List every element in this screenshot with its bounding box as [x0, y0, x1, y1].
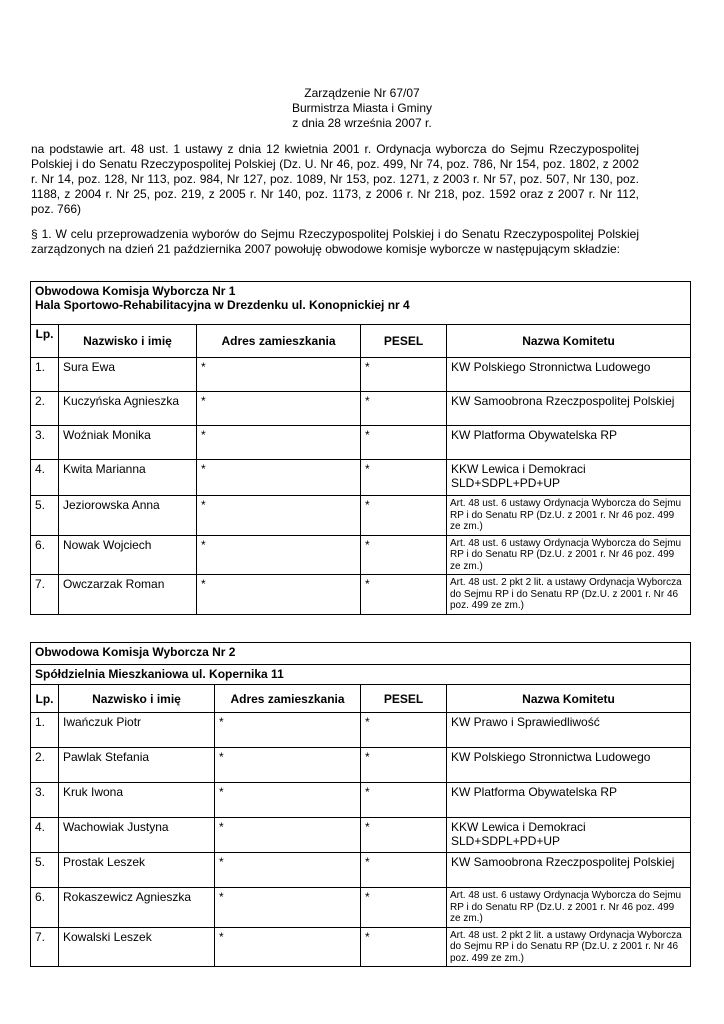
row-address: *	[215, 927, 361, 967]
col-address: Adres zamieszkania	[215, 685, 361, 713]
row-committee: KW Prawo i Sprawiedliwość	[447, 713, 691, 748]
row-name: Iwańczuk Piotr	[59, 713, 215, 748]
row-pesel: *	[361, 888, 447, 928]
row-pesel: *	[361, 575, 447, 615]
row-lp: 7.	[31, 575, 59, 615]
row-committee: KKW Lewica i Demokraci SLD+SDPL+PD+UP	[447, 818, 691, 853]
row-pesel: *	[361, 853, 447, 888]
commission-title: Obwodowa Komisja Wyborcza Nr 1	[35, 284, 236, 298]
row-pesel: *	[361, 392, 447, 426]
table-row	[31, 392, 691, 426]
row-lp: 5.	[31, 853, 59, 888]
row-address: *	[197, 392, 361, 426]
row-address: *	[215, 888, 361, 928]
row-lp: 4.	[31, 460, 59, 496]
row-address: *	[215, 783, 361, 818]
table-row	[31, 713, 691, 748]
document-date: z dnia 28 września 2007 r.	[292, 116, 432, 130]
row-address: *	[197, 575, 361, 615]
table-row	[31, 853, 691, 888]
document-issuer: Burmistrza Miasta i Gminy	[291, 101, 433, 115]
col-name: Nazwisko i imię	[59, 325, 197, 358]
column-header-row	[31, 325, 691, 358]
commission-title: Obwodowa Komisja Wyborcza Nr 2	[31, 643, 691, 665]
row-lp: 3.	[31, 426, 59, 460]
row-committee: Art. 48 ust. 2 pkt 2 lit. a ustawy Ordynacja Wyborcza do Sejmu RP i do Senatu RP (Dz.U. z 2001 r. Nr 46 poz. 499 ze zm.)	[447, 575, 691, 615]
row-pesel: *	[361, 713, 447, 748]
table-row	[31, 460, 691, 496]
col-lp: Lp.	[31, 325, 59, 358]
row-committee: KW Polskiego Stronnictwa Ludowego	[447, 358, 691, 392]
row-committee: KW Samoobrona Rzeczpospolitej Polskiej	[447, 853, 691, 888]
row-lp: 1.	[31, 358, 59, 392]
row-lp: 2.	[31, 748, 59, 783]
table-row	[31, 748, 691, 783]
row-committee: Art. 48 ust. 6 ustawy Ordynacja Wyborcza do Sejmu RP i do Senatu RP (Dz.U. z 2001 r. Nr 46 poz. 499 ze zm.)	[447, 535, 691, 575]
col-committee: Nazwa Komitetu	[447, 325, 691, 358]
commission-table-2	[30, 642, 691, 967]
table-row	[31, 535, 691, 575]
row-name: Woźniak Monika	[59, 426, 197, 460]
col-committee: Nazwa Komitetu	[447, 685, 691, 713]
row-address: *	[197, 460, 361, 496]
row-address: *	[215, 748, 361, 783]
row-name: Nowak Wojciech	[59, 535, 197, 575]
table-row	[31, 783, 691, 818]
row-name: Owczarzak Roman	[59, 575, 197, 615]
row-lp: 2.	[31, 392, 59, 426]
row-name: Kuczyńska Agnieszka	[59, 392, 197, 426]
row-address: *	[197, 496, 361, 536]
row-committee: Art. 48 ust. 6 ustawy Ordynacja Wyborcza do Sejmu RP i do Senatu RP (Dz.U. z 2001 r. Nr 46 poz. 499 ze zm.)	[447, 496, 691, 536]
commission-place: Hala Sportowo-Rehabilitacyjna w Drezdenku ul. Konopnickiej nr 4	[35, 298, 410, 312]
row-committee: Art. 48 ust. 6 ustawy Ordynacja Wyborcza do Sejmu RP i do Senatu RP (Dz.U. z 2001 r. Nr 46 poz. 499 ze zm.)	[447, 888, 691, 928]
row-name: Prostak Leszek	[59, 853, 215, 888]
row-pesel: *	[361, 496, 447, 536]
row-pesel: *	[361, 460, 447, 496]
row-address: *	[215, 713, 361, 748]
row-name: Wachowiak Justyna	[59, 818, 215, 853]
row-committee: KW Platforma Obywatelska RP	[447, 783, 691, 818]
table-row	[31, 927, 691, 967]
table-row	[31, 818, 691, 853]
row-lp: 6.	[31, 888, 59, 928]
row-lp: 4.	[31, 818, 59, 853]
row-name: Pawlak Stefania	[59, 748, 215, 783]
table-row	[31, 426, 691, 460]
table-row	[31, 575, 691, 615]
row-pesel: *	[361, 783, 447, 818]
row-name: Kruk Iwona	[59, 783, 215, 818]
row-pesel: *	[361, 927, 447, 967]
legal-basis-paragraph: na podstawie art. 48 ust. 1 ustawy z dnia 12 kwietnia 2001 r. Ordynacja wyborcza do Sejmu Rzeczypospolitej Polskiej i do Senatu Rzeczypospolitej Polskiej (Dz. U. Nr 46, poz. 499, Nr 74, poz. 786, Nr 154, poz. 1802, z 2002 r. Nr 14, poz. 128, Nr 113, poz. 984, Nr 127, poz. 1089, Nr 153, poz. 1271, z 2003 r. Nr 57, poz. 507, Nr 130, poz. 1188, z 2004 r. Nr 25, poz. 219, z 2005 r. Nr 140, poz. 1173, z 2006 r. Nr 218, poz. 1592 oraz z 2007 r. Nr 112, poz. 766)	[31, 142, 639, 216]
row-pesel: *	[361, 426, 447, 460]
col-pesel: PESEL	[361, 325, 447, 358]
row-committee: Art. 48 ust. 2 pkt 2 lit. a ustawy Ordynacja Wyborcza do Sejmu RP i do Senatu RP (Dz.U. z 2001 r. Nr 46 poz. 499 ze zm.)	[447, 927, 691, 967]
row-committee: KW Polskiego Stronnictwa Ludowego	[447, 748, 691, 783]
table-row	[31, 888, 691, 928]
row-address: *	[197, 535, 361, 575]
row-name: Jeziorowska Anna	[59, 496, 197, 536]
col-lp: Lp.	[31, 685, 59, 713]
col-address: Adres zamieszkania	[197, 325, 361, 358]
row-pesel: *	[361, 535, 447, 575]
section-1-paragraph: § 1. W celu przeprowadzenia wyborów do Sejmu Rzeczypospolitej Polskiej i do Senatu Rzeczypospolitej Polskiej zarządzonych na dzień 21 października 2007 powołuję obwodowe komisje wyborcze w następującym składzie:	[31, 227, 639, 256]
document-header	[0, 86, 724, 131]
row-name: Rokaszewicz Agnieszka	[59, 888, 215, 928]
row-committee: KKW Lewica i Demokraci SLD+SDPL+PD+UP	[447, 460, 691, 496]
row-committee: KW Platforma Obywatelska RP	[447, 426, 691, 460]
row-pesel: *	[361, 358, 447, 392]
table-row	[31, 358, 691, 392]
row-address: *	[215, 818, 361, 853]
row-name: Sura Ewa	[59, 358, 197, 392]
row-lp: 1.	[31, 713, 59, 748]
commission-table-1	[30, 281, 691, 615]
commission-place: Spółdzielnia Mieszkaniowa ul. Kopernika 11	[31, 665, 691, 685]
table-row	[31, 496, 691, 536]
row-committee: KW Samoobrona Rzeczpospolitej Polskiej	[447, 392, 691, 426]
col-pesel: PESEL	[361, 685, 447, 713]
row-lp: 7.	[31, 927, 59, 967]
row-pesel: *	[361, 818, 447, 853]
document-title: Zarządzenie Nr 67/07	[304, 86, 420, 100]
column-header-row	[31, 685, 691, 713]
row-lp: 3.	[31, 783, 59, 818]
row-name: Kwita Marianna	[59, 460, 197, 496]
row-pesel: *	[361, 748, 447, 783]
row-address: *	[197, 426, 361, 460]
row-address: *	[215, 853, 361, 888]
commission-header	[31, 282, 691, 325]
row-address: *	[197, 358, 361, 392]
row-lp: 6.	[31, 535, 59, 575]
row-lp: 5.	[31, 496, 59, 536]
col-name: Nazwisko i imię	[59, 685, 215, 713]
row-name: Kowalski Leszek	[59, 927, 215, 967]
